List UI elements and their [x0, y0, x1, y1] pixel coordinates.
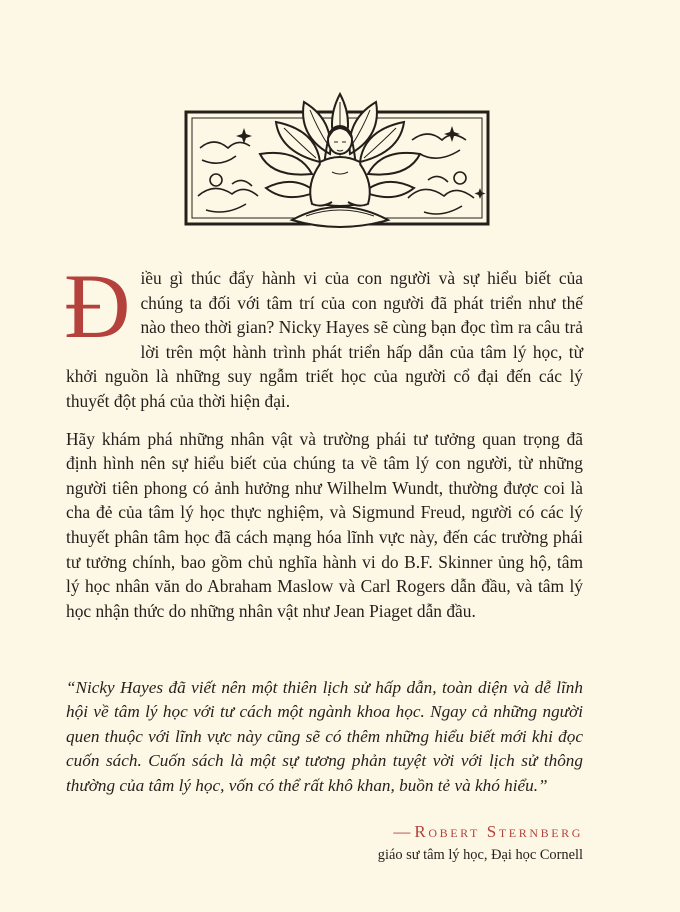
quote-text: “Nicky Hayes đã viết nên một thiên lịch sử hấp dẫn, toàn diện và dễ lĩnh hội về tâm lý học với tư cách một ngành khoa học. Ngay cả những người quen thuộc với lĩnh vực này cũng sẽ có thêm những hiểu biết mới khi đọc cuốn sách. Cuốn sách là một sự tương phản tuyệt vời với lịch sử thông thường của tâm lý học, vốn có thể rất khô khan, buồn tẻ và khó hiểu.”: [66, 678, 583, 795]
author-name: Robert Sternberg: [414, 822, 583, 841]
description-text: [64, 255, 583, 636]
intro-paragraph: [64, 255, 583, 414]
intro-paragraph-text: iều gì thúc đẩy hành vi của con người và sự hiểu biết của chúng ta đối với tâm trí của con người đã phát triển như thế nào theo thời gian? Nicky Hayes sẽ cùng bạn đọc tìm ra câu trả lời trên một hành trình phát triển hấp dẫn của tâm lý học, từ khởi nguồn là những suy ngẫm triết học của người cổ đại đến các lý thuyết đột phá của thời hiện đại.: [66, 268, 583, 411]
author-line: [378, 822, 583, 842]
drop-cap: Đ: [64, 255, 131, 357]
endorsement-quote: [66, 676, 583, 798]
author-dash: —: [393, 822, 411, 841]
meditating-figure-lotus-icon: [180, 88, 500, 240]
author-affiliation: giáo sư tâm lý học, Đại học Cornell: [377, 847, 583, 863]
quote-attribution: [378, 822, 583, 864]
second-paragraph: Hãy khám phá những nhân vật và trường phái tư tưởng quan trọng đã định hình nên sự hiểu biết của chúng ta về tâm lý con người, từ những người tiên phong có ảnh hưởng như Wilhelm Wundt, thường được coi là cha đẻ của tâm lý học thực nghiệm, và Sigmund Freud, người có các lý thuyết phân tâm học đã cách mạng hóa lĩnh vực này, đến các trường phái tư tưởng chính, bao gồm chủ nghĩa hành vi do B.F. Skinner ủng hộ, tâm lý học nhân văn do Abraham Maslow và Carl Rogers dẫn đầu, và tâm lý học nhận thức do những nhân vật như Jean Piaget dẫn đầu.: [66, 428, 583, 621]
